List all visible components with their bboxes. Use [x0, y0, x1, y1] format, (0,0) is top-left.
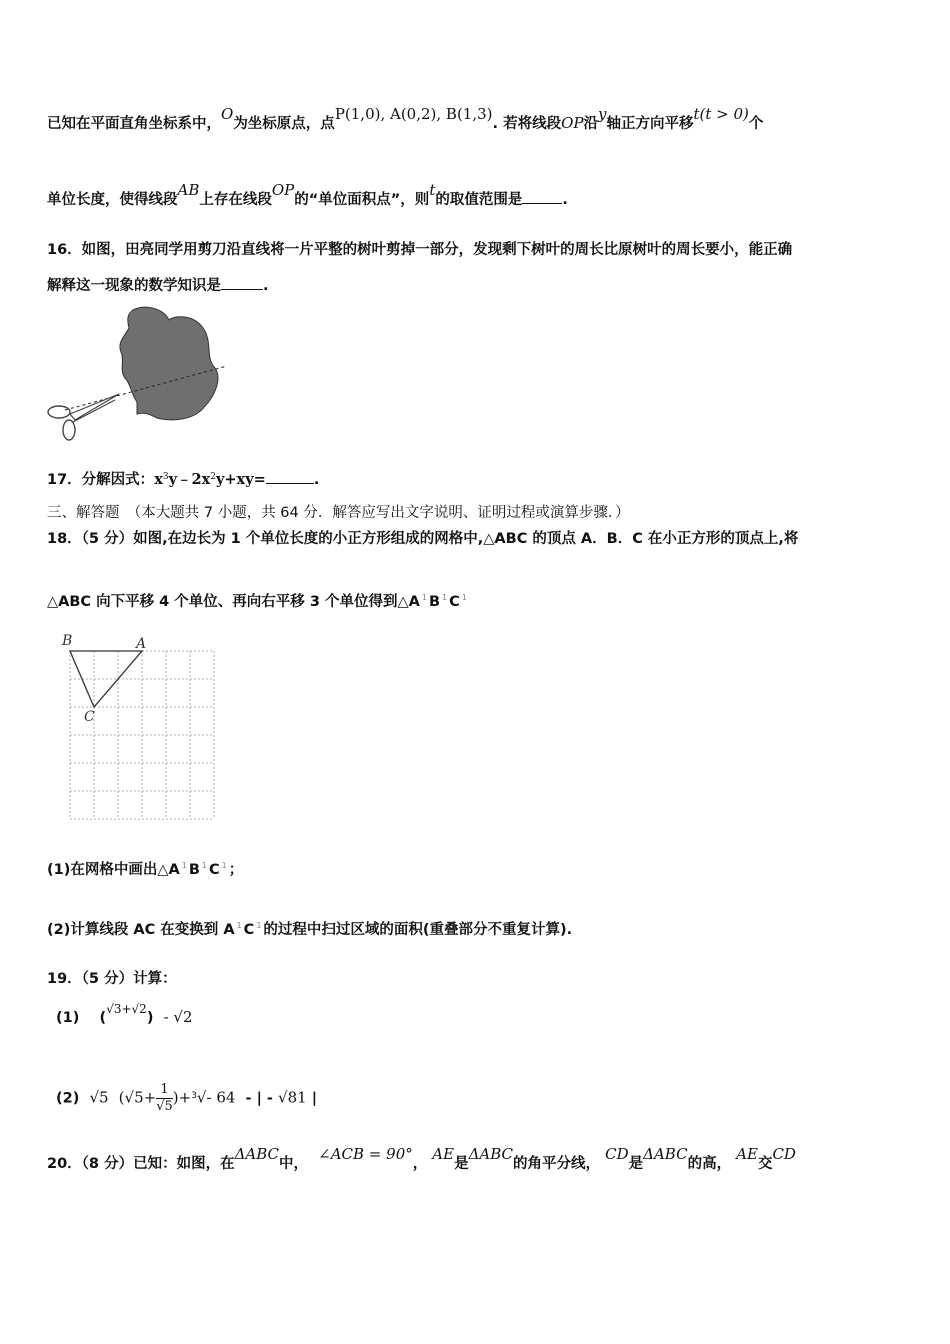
text: y+xy= [215, 471, 266, 488]
text: 为坐标原点，点 [233, 116, 335, 132]
text: B [188, 862, 200, 878]
text: (2)计算线段 AC 在变换到 A [47, 922, 235, 938]
p18-line1: 18．（5 分）如图,在边长为 1 个单位长度的小正方形组成的网格中,△ABC 的顶点 A．B．C 在小正方形的顶点上,将 [47, 531, 799, 547]
text: C [208, 862, 220, 878]
math-y: y [597, 105, 607, 123]
text: 17．分解因式： [47, 472, 155, 488]
text: 解释这一现象的数学知识是 [47, 278, 221, 294]
math-O: O [221, 105, 234, 123]
p18-line2 [47, 590, 469, 611]
text: 的过程中扫过区域的面积(重叠部分不重复计算). [263, 922, 573, 938]
label-B: B [62, 633, 73, 649]
text: | [311, 1090, 318, 1107]
text: 的高， [687, 1156, 732, 1172]
math-term: )+ [172, 1088, 192, 1107]
p15-line2 [47, 181, 568, 209]
answer-blank [221, 289, 263, 290]
text: . [562, 192, 568, 208]
label-A: A [136, 636, 147, 652]
text: (2) [56, 1090, 80, 1107]
text: 的角平分线， [513, 1156, 601, 1172]
math-triangle: ΔABC [643, 1145, 688, 1163]
text: 2 [210, 472, 216, 482]
p15-line1 [47, 105, 764, 133]
answer-blank [522, 203, 562, 204]
math-sqrt-sum: √3+√2 [106, 1002, 147, 1016]
text: 沿 [583, 116, 598, 132]
math-term: (√5+ [118, 1088, 157, 1107]
prime-mark: 1 [201, 861, 207, 870]
math-cube-root: √- 64 [196, 1088, 236, 1107]
text: (1) [56, 1010, 80, 1026]
text: 的“单位面积点”，则 [294, 192, 430, 208]
p19-q2 [56, 1082, 317, 1115]
math-AB: AB [177, 181, 200, 199]
text: x [154, 471, 163, 488]
text: 是 [628, 1156, 644, 1172]
text: ， [412, 1156, 428, 1172]
text: B [428, 594, 441, 610]
text: △ABC 向下平移 4 个单位、再向右平移 3 个单位得到△A [47, 594, 420, 610]
text: . 若将线段 [492, 116, 562, 132]
answer-blank [266, 483, 314, 484]
math-CD: CD [605, 1145, 629, 1163]
text: 交 [757, 1156, 773, 1172]
scissor-handle [63, 420, 75, 440]
math-angle: ∠ACB = 90° [318, 1145, 413, 1163]
math-points: P(1,0), A(0,2), B(1,3) [334, 105, 493, 123]
text: 上存在线段 [199, 192, 272, 208]
text: ( [99, 1010, 107, 1026]
scissor-blades [70, 394, 119, 422]
text: . [313, 472, 320, 488]
text: 3 [162, 472, 169, 482]
text: ) [146, 1010, 154, 1026]
text: 单位长度，使得线段 [47, 192, 178, 208]
text: 是 [454, 1156, 469, 1172]
leaf-shape [120, 307, 218, 420]
math-triangle: ΔABC [468, 1145, 514, 1163]
prime-mark: 1 [221, 861, 227, 870]
p17-line [47, 468, 319, 489]
prime-mark: 1 [461, 593, 467, 602]
text: - | - [245, 1090, 273, 1107]
p16-line2 [47, 274, 269, 295]
math-CD: CD [772, 1145, 796, 1163]
leaf-scissors-figure [45, 302, 235, 444]
math-t-cond: t(t > 0) [693, 105, 749, 123]
prime-mark: 1 [421, 593, 427, 602]
p19-head: 19．（5 分）计算： [47, 971, 177, 987]
text: . [263, 278, 269, 294]
text: C [243, 922, 255, 938]
p19-q1 [56, 1002, 193, 1026]
text: 的取值范围是 [435, 192, 523, 208]
grid-figure [56, 628, 221, 824]
p18-q1 [47, 858, 243, 879]
text: y﹣2x [168, 471, 211, 488]
text: 轴正方向平移 [606, 116, 694, 132]
math-sqrt5: √5 [89, 1088, 109, 1107]
math-OP: OP [561, 114, 584, 132]
math-AE: AE [432, 1145, 455, 1163]
math-t: t [429, 181, 436, 199]
cube-root-index: 3 [191, 1090, 197, 1101]
text: 个 [748, 116, 764, 132]
p20-line [47, 1145, 796, 1173]
p18-q2 [47, 918, 572, 939]
text: 中， [279, 1156, 309, 1172]
math-minus-sqrt2: - √2 [163, 1008, 193, 1026]
text: C [449, 594, 460, 610]
scissor-handle [48, 406, 70, 418]
prime-mark: 1 [181, 861, 187, 870]
fraction-numerator: 1 [156, 1082, 173, 1099]
text: 已知在平面直角坐标系中， [47, 116, 221, 132]
math-AE: AE [736, 1145, 758, 1163]
text: ； [228, 862, 244, 878]
fraction-denominator: √5 [156, 1099, 173, 1114]
grid-lines [70, 651, 214, 819]
text: 20．（8 分）已知：如图，在 [47, 1156, 235, 1172]
fraction [156, 1082, 173, 1115]
label-C: C [84, 709, 95, 725]
prime-mark: 1 [256, 921, 262, 930]
p16-line1: 16．如图，田亮同学用剪刀沿直线将一片平整的树叶剪掉一部分，发现剩下树叶的周长比原树叶的周长要小，能正确 [47, 242, 793, 258]
math-triangle: ΔABC [234, 1145, 280, 1163]
prime-mark: 1 [442, 593, 448, 602]
math-OP: OP [271, 181, 295, 199]
section-heading: 三、解答题 （本大题共 7 小题，共 64 分．解答应写出文字说明、证明过程或演算步骤．） [47, 505, 630, 521]
prime-mark: 1 [236, 921, 242, 930]
math-sqrt81: √81 [278, 1088, 307, 1107]
text: (1)在网格中画出△A [47, 862, 180, 878]
